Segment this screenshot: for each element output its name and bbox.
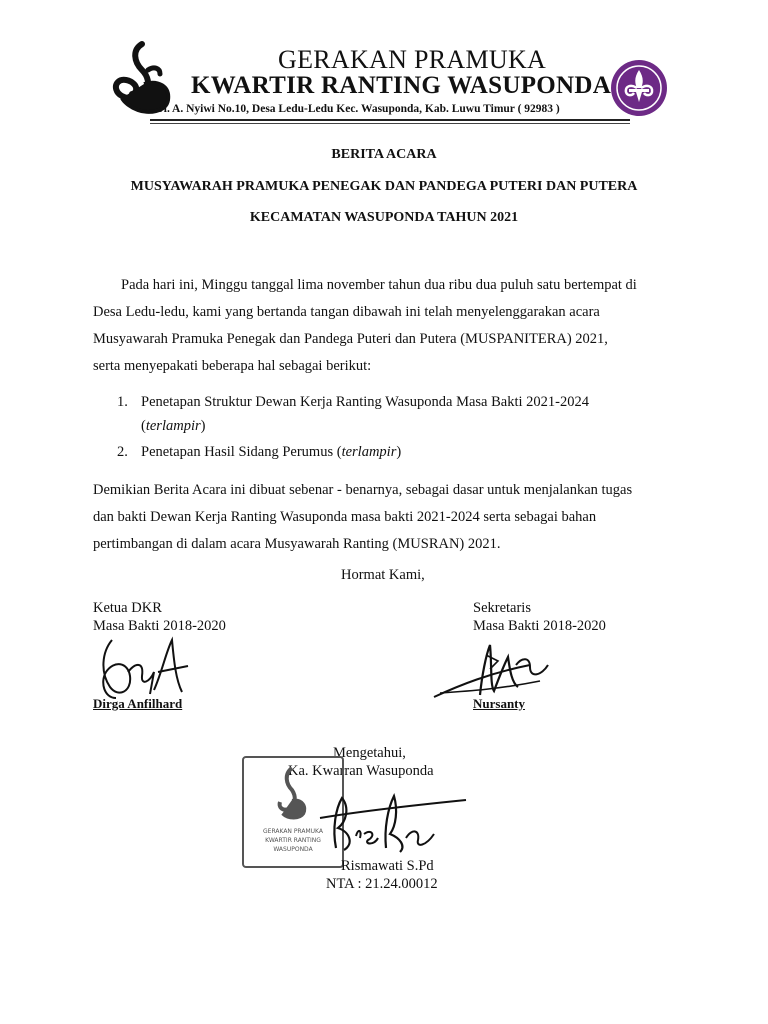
org-name: GERAKAN PRAMUKA (278, 45, 547, 74)
intro-line: Desa Ledu-ledu, kami yang bertanda tangan dibawah ini telah menyelenggarakan acara (93, 304, 600, 320)
approver-role: Ka. Kwarran Wasuponda (288, 763, 434, 779)
doc-subtitle-2: KECAMATAN WASUPONDA TAHUN 2021 (249, 210, 519, 225)
intro-line: Pada hari ini, Minggu tanggal lima november tahun dua ribu dua puluh satu bertempat di (121, 277, 637, 293)
stamp-tunas-icon (274, 766, 310, 822)
list-number: 1. (117, 394, 128, 410)
header-rule-thin (150, 123, 630, 124)
stamp-text-1: GERAKAN PRAMUKA (263, 828, 323, 835)
doc-subtitle: MUSYAWARAH PRAMUKA PENEGAK DAN PANDEGA PUTERI DAN PUTERA (130, 179, 638, 194)
intro-line: Musyawarah Pramuka Penegak dan Pandega Puteri dan Putera (MUSPANITERA) 2021, (93, 331, 608, 347)
closing-line: Demikian Berita Acara ini dibuat sebenar - benarnya, sebagai dasar untuk menjalankan tugas (93, 482, 633, 498)
list-item-continuation: (terlampir) (141, 418, 206, 434)
signer-period: Masa Bakti 2018-2020 (473, 618, 606, 634)
signature-approver (316, 788, 476, 868)
greeting: Hormat Kami, (341, 567, 425, 583)
signer-role: Sekretaris (473, 600, 531, 616)
closing-line: dan bakti Dewan Kerja Ranting Wasuponda masa bakti 2021-2024 serta sebagai bahan (93, 509, 597, 525)
signature-right (430, 635, 555, 705)
approval-label: Mengetahui, (333, 745, 406, 761)
header-rule (150, 119, 630, 121)
approver-nta: NTA : 21.24.00012 (326, 876, 438, 892)
signer-name: Nursanty (473, 696, 526, 711)
stamp-text-2: KWARTIR RANTING (265, 837, 321, 844)
wosm-emblem (609, 58, 669, 118)
stamp-text-3: WASUPONDA (273, 846, 313, 853)
list-item: Penetapan Struktur Dewan Kerja Ranting Wasuponda Masa Bakti 2021-2024 (141, 394, 589, 410)
intro-line: serta menyepakati beberapa hal sebagai berikut: (93, 358, 372, 374)
unit-name: KWARTIR RANTING WASUPONDA (191, 72, 612, 99)
list-number: 2. (117, 444, 128, 460)
approver-name: Rismawati S.Pd (341, 858, 434, 874)
signer-role: Ketua DKR (93, 600, 162, 616)
signer-period: Masa Bakti 2018-2020 (93, 618, 226, 634)
list-item: Penetapan Hasil Sidang Perumus (terlampir) (141, 444, 402, 460)
address: Jl. A. Nyiwi No.10, Desa Ledu-Ledu Kec. Wasuponda, Kab. Luwu Timur ( 92983 ) (158, 103, 560, 115)
closing-line: pertimbangan di dalam acara Musyawarah Ranting (MUSRAN) 2021. (93, 536, 501, 552)
doc-title: BERITA ACARA (331, 147, 437, 162)
signer-name: Dirga Anfilhard (93, 696, 183, 711)
